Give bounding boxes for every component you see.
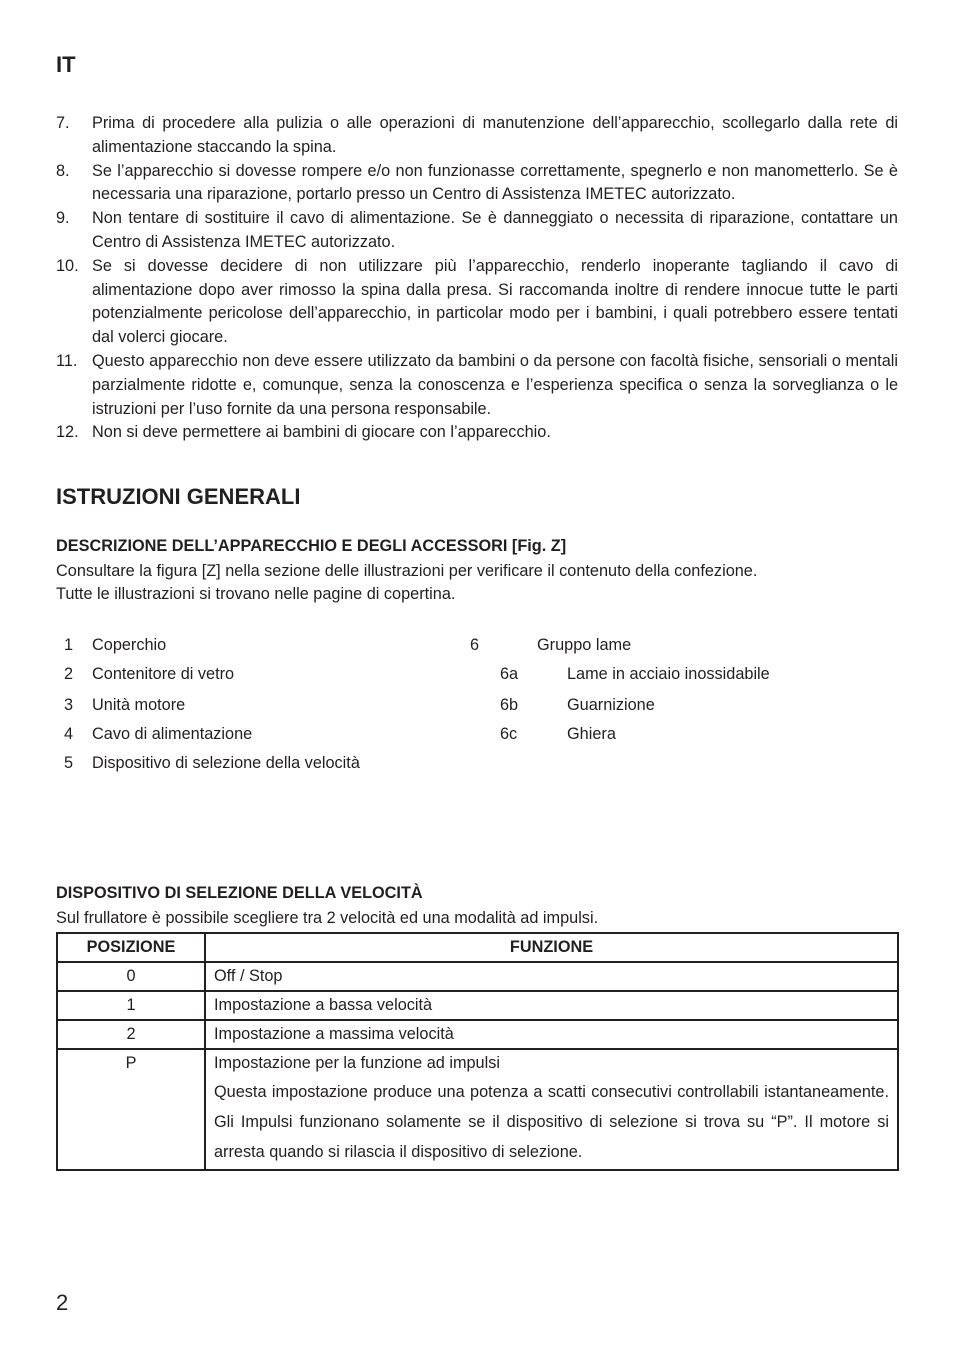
part-number: 3 (64, 696, 74, 714)
column-header-position: POSIZIONE (57, 933, 205, 962)
table-row (57, 991, 898, 1020)
part-number: 4 (64, 725, 74, 743)
part-number: 6a (500, 665, 519, 683)
part-label: Ghiera (567, 725, 616, 743)
part-number: 6c (500, 725, 518, 743)
part-label: Unità motore (92, 696, 186, 714)
position-cell: 2 (57, 1020, 205, 1049)
part-label: Guarnizione (567, 696, 655, 714)
part-number: 1 (64, 636, 74, 654)
part-label: Coperchio (92, 636, 167, 654)
list-item (56, 421, 898, 445)
parts-list-left (56, 636, 456, 786)
list-item (56, 160, 898, 208)
table-row (57, 1020, 898, 1049)
part-label: Contenitore di vetro (92, 665, 235, 683)
part-number: 6b (500, 696, 519, 714)
item-number: 7. (56, 114, 70, 132)
table-row (57, 962, 898, 991)
item-number: 8. (56, 161, 70, 180)
list-item (56, 112, 898, 160)
table-header-row (57, 933, 898, 962)
part-number: 2 (64, 665, 74, 683)
item-text: Se si dovesse decidere di non utilizzare più l’apparecchio, renderlo inoperante tagliando il cavo di alimentazione dopo aver rimosso la spina dalla presa. Si raccomanda inoltre di rendere innocue tutte le parti potenzialmente pericolose dell’apparecchio, in particolar modo per i bambini, i quali potrebbero essere tentati dal volerci giocare. (92, 256, 898, 347)
item-number: 11. (56, 351, 78, 370)
function-cell: Impostazione a bassa velocità (205, 991, 898, 1020)
page-number: 2 (56, 1290, 69, 1315)
item-text: Se l’apparecchio si dovesse rompere e/o non funzionasse correttamente, spegnerlo e non manometterlo. Se è necessaria una riparazione, portarlo presso un Centro di Assistenza IMETEC autorizzato. (92, 161, 898, 204)
speed-heading: DISPOSITIVO DI SELEZIONE DELLA VELOCITÀ (56, 884, 423, 902)
description-line: Tutte le illustrazioni si trovano nelle pagine di copertina. (56, 585, 456, 603)
part-number: 5 (64, 754, 74, 772)
part-label: Cavo di alimentazione (92, 725, 253, 743)
list-item (56, 255, 898, 350)
part-label: Gruppo lame (537, 636, 632, 654)
item-text: Prima di procedere alla pulizia o alle operazioni di manutenzione dell’apparecchio, scollegarlo dalla rete di alimentazione staccando la spina. (92, 114, 898, 156)
part-number: 6 (470, 636, 480, 654)
table-row (57, 1049, 898, 1170)
parts-list-right (470, 636, 890, 756)
description-line: Consultare la figura [Z] nella sezione delle illustrazioni per verificare il contenuto della confezione. (56, 562, 758, 580)
function-title: Impostazione per la funzione ad impulsi (214, 1054, 500, 1072)
item-text: Non si deve permettere ai bambini di giocare con l’apparecchio. (92, 423, 551, 442)
speed-table (56, 932, 899, 1171)
function-cell: Impostazione a massima velocità (205, 1020, 898, 1049)
part-label: Lame in acciaio inossidabile (567, 665, 770, 683)
item-number: 10. (56, 256, 79, 275)
item-text: Non tentare di sostituire il cavo di alimentazione. Se è danneggiato o necessita di riparazione, contattare un Centro di Assistenza IMETEC autorizzato. (92, 209, 898, 251)
list-item (56, 350, 898, 421)
column-header-function: FUNZIONE (205, 933, 898, 962)
function-cell: Off / Stop (205, 962, 898, 991)
speed-intro: Sul frullatore è possibile scegliere tra 2 velocità ed una modalità ad impulsi. (56, 909, 599, 927)
section-title: ISTRUZIONI GENERALI (56, 484, 301, 509)
description-heading: DESCRIZIONE DELL’APPARECCHIO E DEGLI ACCESSORI [Fig. Z] (56, 537, 567, 555)
list-item (56, 207, 898, 255)
item-text: Questo apparecchio non deve essere utilizzato da bambini o da persone con facoltà fisiche, sensoriali o mentali parzialmente ridotte e, comunque, senza la conoscenza e l’esperienza specifica o senza la sorveglianza o le istruzioni per l’uso fornite da una persona responsabile. (92, 351, 898, 418)
position-cell: 0 (57, 962, 205, 991)
part-label: Dispositivo di selezione della velocità (92, 754, 360, 772)
function-cell (205, 1049, 898, 1170)
position-cell: P (57, 1049, 205, 1170)
position-cell: 1 (57, 991, 205, 1020)
item-number: 9. (56, 209, 70, 228)
language-code: IT (56, 52, 76, 77)
item-number: 12. (56, 423, 79, 442)
function-description: Questa impostazione produce una potenza a scatti consecutivi controllabili istantaneamente. Gli Impulsi funzionano solamente se il dispositivo di selezione si trova su “P”. Il motore si arresta quando si rilascia il dispositivo di selezione. (214, 1083, 889, 1161)
safety-list (56, 112, 898, 445)
